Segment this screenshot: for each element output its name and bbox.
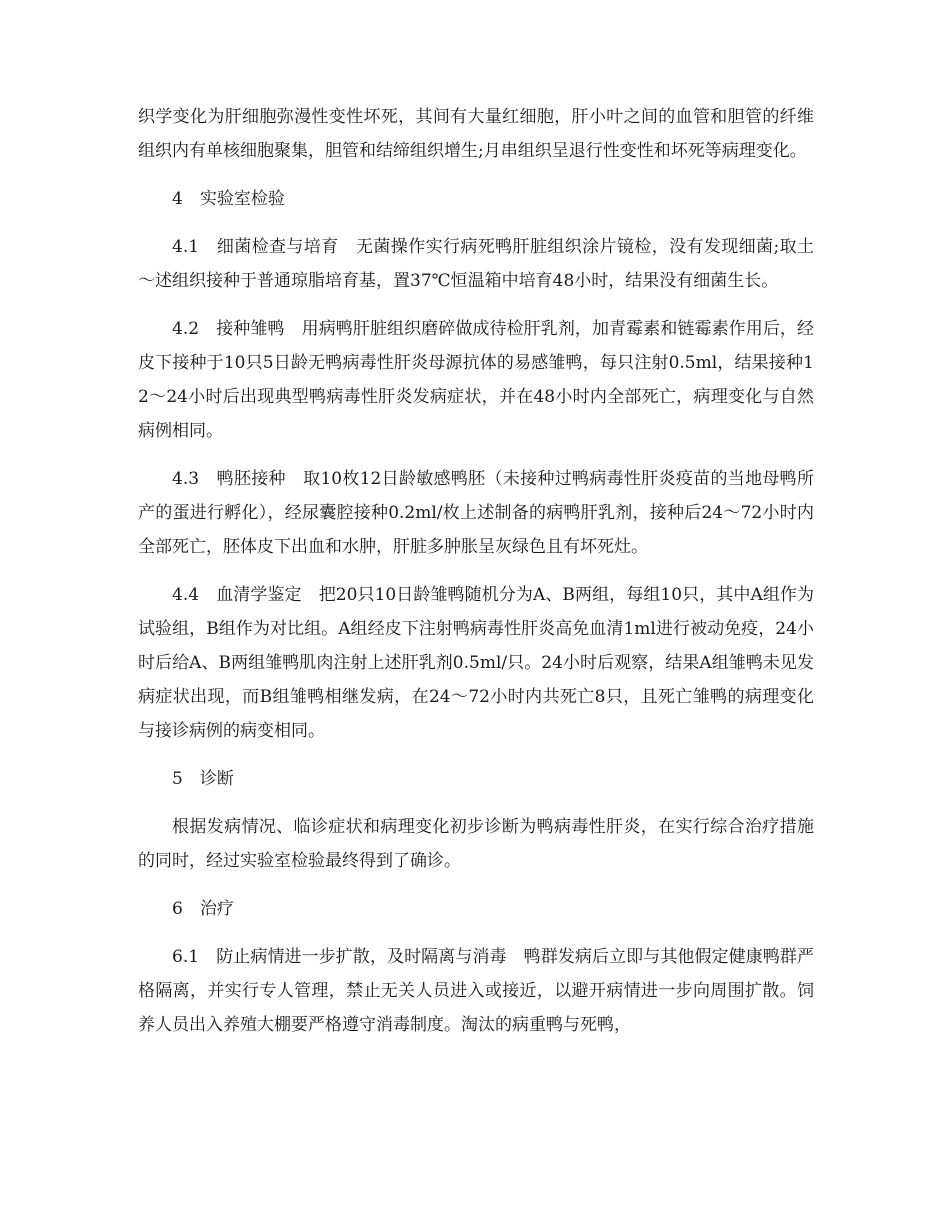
- paragraph-serology: 4.4 血清学鉴定 把20只10日龄雏鸭随机分为A、B两组，每组10只，其中A组作为试验组，B组作为对比组。A组经皮下注射鸭病毒性肝炎高免血清1ml进行被动免疫，24小时后给A、B两组雏鸭肌肉注射上述肝乳剂0.5ml/只。24小时后观察，结果A组雏鸭未见发病症状出现，而B组雏鸭相继发病，在24～72小时内共死亡8只，且死亡雏鸭的病理变化与接诊病例的病变相同。: [138, 585, 814, 741]
- paragraph-duckling-inoculation: 4.2 接种雏鸭 用病鸭肝脏组织磨碎做成待检肝乳剂，加青霉素和链霉素作用后，经皮下接种于10只5日龄无鸭病毒性肝炎母源抗体的易感雏鸭，每只注射0.5ml，结果接种12～24小时后出现典型鸭病毒性肝炎发病症状，并在48小时内全部死亡，病理变化与自然病例相同。: [138, 319, 814, 441]
- paragraph-bacteria-culture: 4.1 细菌检查与培育 无菌操作实行病死鸭肝脏组织涂片镜检，没有发现细菌;取土～述组织接种于普通琼脂培育基，置37℃恒温箱中培育48小时，结果没有细菌生长。: [138, 237, 814, 291]
- section-heading-diagnosis: 5 诊断: [172, 769, 234, 789]
- paragraph-histology-continued: 织学变化为肝细胞弥漫性变性坏死，其间有大量红细胞，肝小叶之间的血管和胆管的纤维组织内有单核细胞聚集，胆管和结缔组织增生;月串组织呈退行性变性和坏死等病理变化。: [138, 107, 814, 161]
- paragraph-diagnosis: 根据发病情况、临诊症状和病理变化初步诊断为鸭病毒性肝炎，在实行综合治疗措施的同时，经过实验室检验最终得到了确诊。: [138, 817, 814, 871]
- paragraph-isolation-disinfection: 6.1 防止病情进一步扩散，及时隔离与消毒 鸭群发病后立即与其他假定健康鸭群严格隔离，并实行专人管理，禁止无关人员进入或接近，以避开病情进一步向周围扩散。饲养人员出入养殖大棚要严格遵守消毒制度。淘汰的病重鸭与死鸭，: [138, 947, 814, 1035]
- paragraph-embryo-inoculation: 4.3 鸭胚接种 取10枚12日龄敏感鸭胚（未接种过鸭病毒性肝炎疫苗的当地母鸭所产的蛋进行孵化），经尿囊腔接种0.2ml/枚上述制备的病鸭肝乳剂，接种后24～72小时内全部死亡，胚体皮下出血和水肿，肝脏多肿胀呈灰绿色且有坏死灶。: [138, 469, 814, 557]
- section-heading-lab-tests: 4 实验室检验: [172, 189, 285, 209]
- document-body: [138, 100, 814, 1056]
- section-heading-treatment: 6 治疗: [172, 899, 234, 919]
